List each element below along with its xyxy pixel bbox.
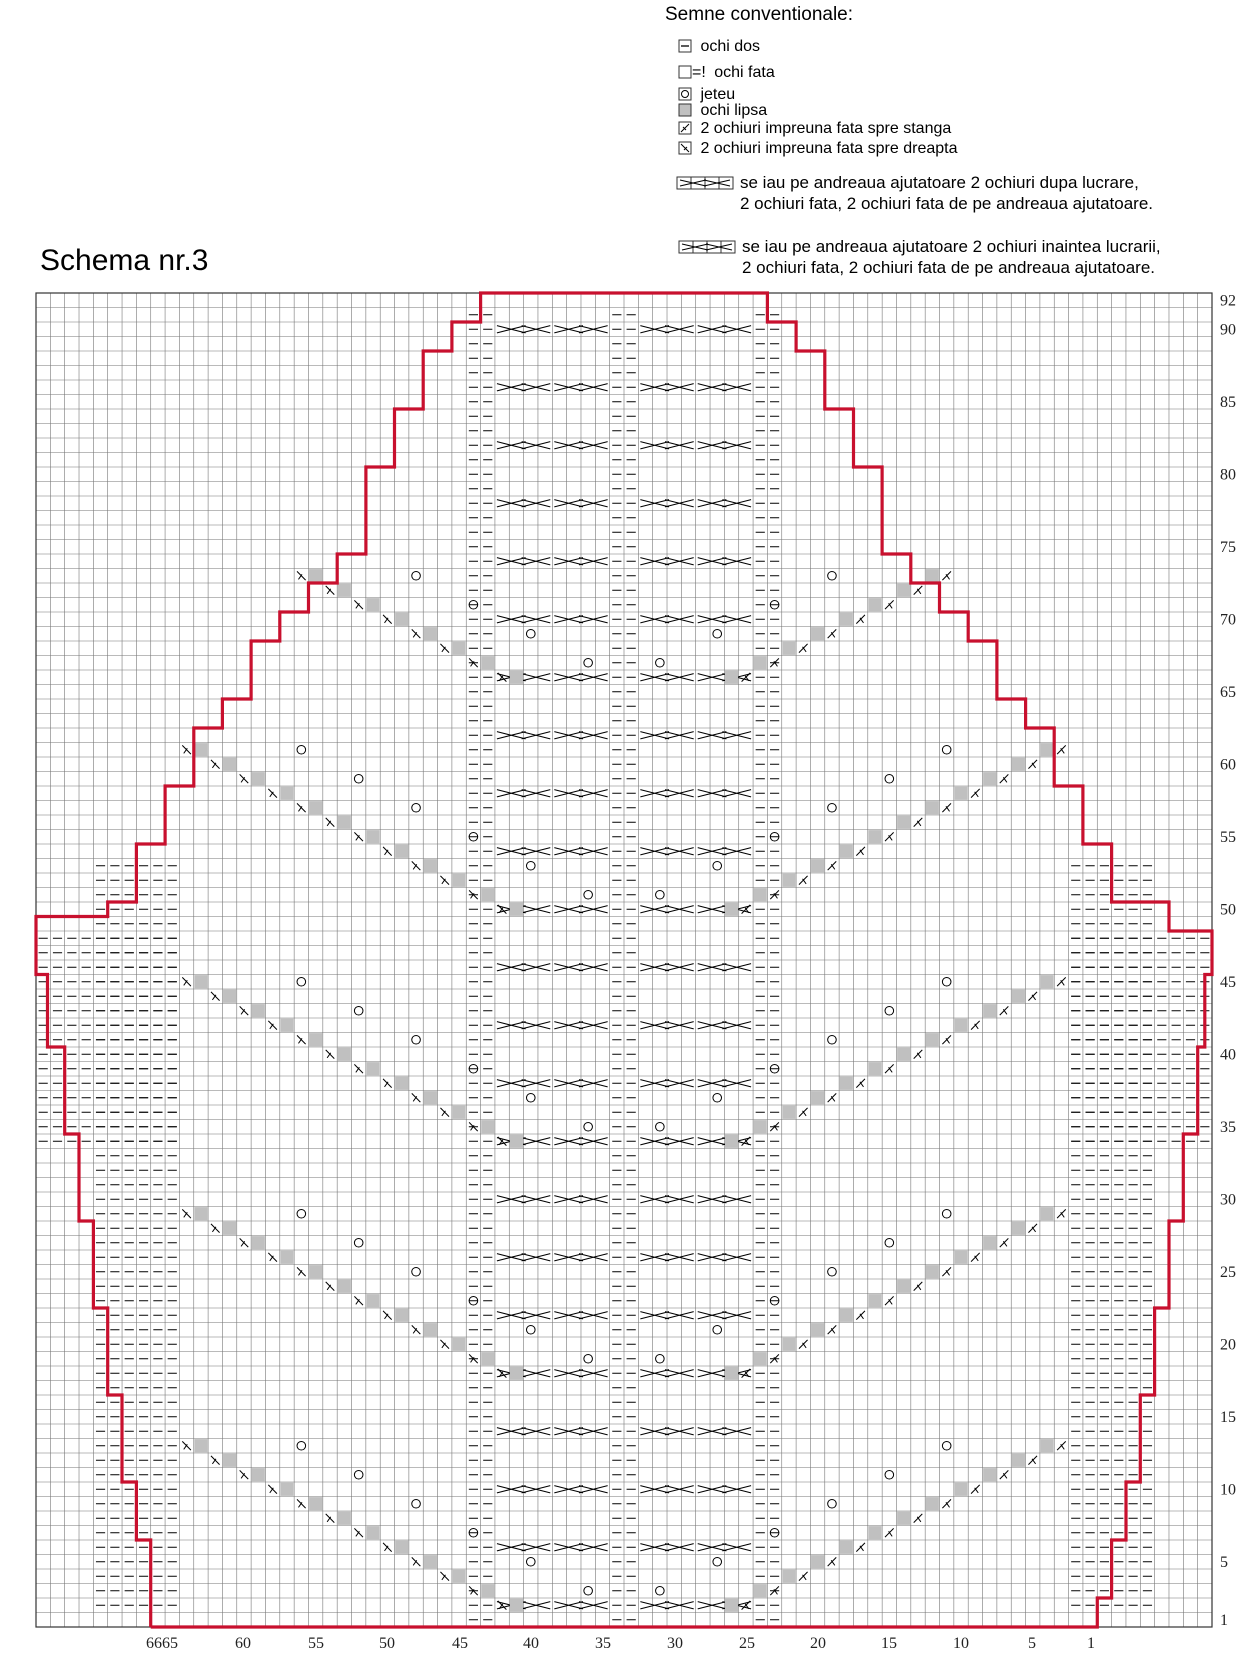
- missing-stitch-mark: [366, 1062, 379, 1075]
- missing-stitch-mark: [1012, 1222, 1025, 1235]
- missing-stitch-mark: [725, 1367, 738, 1380]
- missing-stitch-mark: [754, 1352, 767, 1365]
- missing-stitch-mark: [366, 1294, 379, 1307]
- missing-stitch-mark: [897, 1280, 910, 1293]
- missing-stitch-mark: [453, 1570, 466, 1583]
- missing-stitch-mark: [811, 1091, 824, 1104]
- missing-stitch-mark: [754, 1584, 767, 1597]
- legend-item-text: ochi dos: [696, 38, 761, 55]
- y-axis-label: 5: [1220, 1553, 1228, 1571]
- missing-stitch-mark: [194, 1439, 207, 1452]
- missing-stitch-mark: [395, 613, 408, 626]
- missing-stitch-mark: [954, 1019, 967, 1032]
- missing-stitch-mark: [424, 1555, 437, 1568]
- missing-stitch-mark: [954, 787, 967, 800]
- missing-stitch-mark: [840, 1077, 853, 1090]
- legend-item-text: se iau pe andreaua ajutatoare 2 ochiuri dupa lucrare,: [740, 173, 1139, 192]
- missing-stitch-mark: [252, 772, 265, 785]
- missing-stitch-mark: [868, 598, 881, 611]
- missing-stitch-mark: [481, 1120, 494, 1133]
- missing-stitch-mark: [453, 874, 466, 887]
- missing-stitch-mark: [366, 1526, 379, 1539]
- missing-stitch-mark: [510, 1135, 523, 1148]
- missing-stitch-mark: [1012, 758, 1025, 771]
- missing-stitch-mark: [1012, 990, 1025, 1003]
- y-axis-label: 15: [1220, 1408, 1236, 1426]
- y-axis-label: 90: [1220, 321, 1236, 339]
- missing-stitch-mark: [725, 671, 738, 684]
- missing-stitch-mark: [481, 656, 494, 669]
- y-axis-label: 40: [1220, 1046, 1236, 1064]
- missing-stitch-mark: [395, 1309, 408, 1322]
- missing-stitch-mark: [510, 671, 523, 684]
- missing-stitch-mark: [366, 830, 379, 843]
- missing-stitch-mark: [280, 1483, 293, 1496]
- missing-stitch-mark: [395, 1077, 408, 1090]
- missing-stitch-mark: [782, 1106, 795, 1119]
- missing-stitch-mark: [338, 816, 351, 829]
- missing-stitch-mark: [481, 1352, 494, 1365]
- missing-stitch-mark: [510, 1367, 523, 1380]
- x-axis-label: 35: [595, 1635, 611, 1652]
- missing-stitch-mark: [782, 874, 795, 887]
- missing-stitch-mark: [194, 743, 207, 756]
- missing-stitch-mark: [424, 1323, 437, 1336]
- missing-stitch-mark: [424, 627, 437, 640]
- legend-item-text: 2 ochiuri impreuna fata spre dreapta: [696, 140, 958, 157]
- missing-stitch-mark: [782, 1338, 795, 1351]
- y-axis-label: 60: [1220, 756, 1236, 774]
- missing-stitch-mark: [395, 1541, 408, 1554]
- missing-stitch-mark: [1041, 1439, 1054, 1452]
- missing-stitch-mark: [868, 1526, 881, 1539]
- missing-stitch-mark: [782, 642, 795, 655]
- x-axis-label: 60: [235, 1635, 251, 1652]
- missing-stitch-mark: [983, 772, 996, 785]
- missing-stitch-mark: [280, 1019, 293, 1032]
- x-axis-label: 45: [452, 1635, 468, 1652]
- y-axis-label: 20: [1220, 1336, 1236, 1354]
- missing-stitch-mark: [983, 1468, 996, 1481]
- missing-stitch-mark: [510, 903, 523, 916]
- legend-item-text: 2 ochiuri impreuna fata spre stanga: [696, 120, 952, 137]
- missing-stitch-mark: [897, 1048, 910, 1061]
- missing-stitch-mark: [309, 1497, 322, 1510]
- missing-stitch-mark: [366, 598, 379, 611]
- y-axis-label: 75: [1220, 538, 1236, 556]
- missing-stitch-mark: [782, 1570, 795, 1583]
- missing-stitch-mark: [309, 1265, 322, 1278]
- missing-stitch-mark: [897, 816, 910, 829]
- missing-stitch-mark: [223, 990, 236, 1003]
- missing-stitch-mark: [309, 569, 322, 582]
- legend-item-text: ochi lipsa: [696, 102, 768, 119]
- missing-stitch-mark: [811, 1555, 824, 1568]
- missing-stitch-mark: [897, 584, 910, 597]
- y-axis-label: 50: [1220, 901, 1236, 919]
- missing-stitch-mark: [754, 888, 767, 901]
- missing-stitch-mark: [280, 787, 293, 800]
- missing-stitch-mark: [926, 1033, 939, 1046]
- y-axis-label: 25: [1220, 1263, 1236, 1281]
- x-axis-label: 55: [308, 1635, 324, 1652]
- x-axis-label: 15: [881, 1635, 897, 1652]
- x-axis-label: 66: [146, 1635, 162, 1652]
- missing-stitch-mark: [309, 801, 322, 814]
- missing-stitch-mark: [252, 1004, 265, 1017]
- missing-stitch-mark: [223, 758, 236, 771]
- missing-stitch-mark: [926, 801, 939, 814]
- missing-stitch-mark: [926, 569, 939, 582]
- missing-stitch-mark: [1041, 743, 1054, 756]
- missing-stitch-mark: [868, 830, 881, 843]
- missing-stitch-mark: [840, 845, 853, 858]
- legend-item-text: 2 ochiuri fata, 2 ochiuri fata de pe andreaua ajutatoare.: [742, 258, 1156, 277]
- missing-stitch-mark: [868, 1062, 881, 1075]
- y-axis-label: 65: [1220, 683, 1236, 701]
- legend-item-text: se iau pe andreaua ajutatoare 2 ochiuri inaintea lucrarii,: [742, 237, 1161, 256]
- y-axis-label: 10: [1220, 1481, 1236, 1499]
- missing-stitch-mark: [280, 1251, 293, 1264]
- missing-stitch-mark: [725, 1135, 738, 1148]
- missing-stitch-mark: [194, 1207, 207, 1220]
- missing-stitch-mark: [725, 1599, 738, 1612]
- x-axis-label: 40: [523, 1635, 539, 1652]
- missing-stitch-mark: [252, 1236, 265, 1249]
- missing-stitch-mark: [194, 975, 207, 988]
- missing-stitch-mark: [453, 1338, 466, 1351]
- missing-stitch-mark: [954, 1251, 967, 1264]
- y-axis-label: 70: [1220, 611, 1236, 629]
- x-axis-label: 5: [1028, 1635, 1036, 1652]
- y-axis-label: 35: [1220, 1118, 1236, 1136]
- missing-stitch-mark: [725, 903, 738, 916]
- missing-stitch-mark: [983, 1236, 996, 1249]
- legend-item-prefix: =!: [692, 64, 706, 81]
- missing-stitch-mark: [424, 1091, 437, 1104]
- missing-stitch-mark: [481, 1584, 494, 1597]
- missing-stitch-mark: [510, 1599, 523, 1612]
- missing-stitch-mark: [338, 584, 351, 597]
- legend-title: Semne conventionale:: [665, 4, 854, 25]
- legend-item-text: 2 ochiuri fata, 2 ochiuri fata de pe andreaua ajutatoare.: [740, 194, 1154, 213]
- missing-stitch-mark: [1041, 1207, 1054, 1220]
- x-axis-label: 10: [953, 1635, 969, 1652]
- missing-stitch-mark: [453, 642, 466, 655]
- missing-stitch-mark: [223, 1222, 236, 1235]
- missing-stitch-mark: [481, 888, 494, 901]
- missing-stitch-mark: [840, 1541, 853, 1554]
- x-axis-label: 1: [1087, 1635, 1095, 1652]
- missing-stitch-mark: [1041, 975, 1054, 988]
- missing-stitch-mark: [840, 613, 853, 626]
- missing-stitch-mark: [338, 1048, 351, 1061]
- missing-stitch-mark: [983, 1004, 996, 1017]
- y-axis-label: 45: [1220, 973, 1236, 991]
- y-axis-label: 30: [1220, 1191, 1236, 1209]
- x-axis-label: 20: [810, 1635, 826, 1652]
- x-axis-label: 50: [379, 1635, 395, 1652]
- y-axis-label: 92: [1220, 292, 1236, 310]
- missing-stitch-mark: [754, 656, 767, 669]
- missing-stitch-mark: [424, 859, 437, 872]
- missing-stitch-mark: [453, 1106, 466, 1119]
- missing-stitch-mark: [868, 1294, 881, 1307]
- y-axis-label: 1: [1220, 1611, 1228, 1629]
- missing-stitch-mark: [926, 1497, 939, 1510]
- missing-stitch-mark: [309, 1033, 322, 1046]
- y-axis-label: 55: [1220, 828, 1236, 846]
- missing-stitch-mark: [926, 1265, 939, 1278]
- x-axis-label: 30: [667, 1635, 683, 1652]
- missing-stitch-mark: [338, 1280, 351, 1293]
- y-axis-label: 80: [1220, 466, 1236, 484]
- legend-item-text: jeteu: [696, 86, 736, 103]
- missing-stitch-mark: [395, 845, 408, 858]
- x-axis-label: 65: [162, 1635, 178, 1652]
- schema-title: Schema nr.3: [40, 244, 209, 277]
- missing-stitch-mark: [338, 1512, 351, 1525]
- legend-item-text: ochi fata: [709, 64, 775, 81]
- missing-stitch-mark: [754, 1120, 767, 1133]
- missing-stitch-mark: [811, 859, 824, 872]
- missing-stitch-mark: [840, 1309, 853, 1322]
- missing-stitch-mark: [811, 627, 824, 640]
- missing-stitch-mark: [223, 1454, 236, 1467]
- y-axis-label: 85: [1220, 393, 1236, 411]
- missing-stitch-mark: [954, 1483, 967, 1496]
- x-axis-label: 25: [739, 1635, 755, 1652]
- missing-stitch-mark: [1012, 1454, 1025, 1467]
- missing-stitch-mark: [252, 1468, 265, 1481]
- missing-stitch-mark: [811, 1323, 824, 1336]
- missing-stitch-mark: [897, 1512, 910, 1525]
